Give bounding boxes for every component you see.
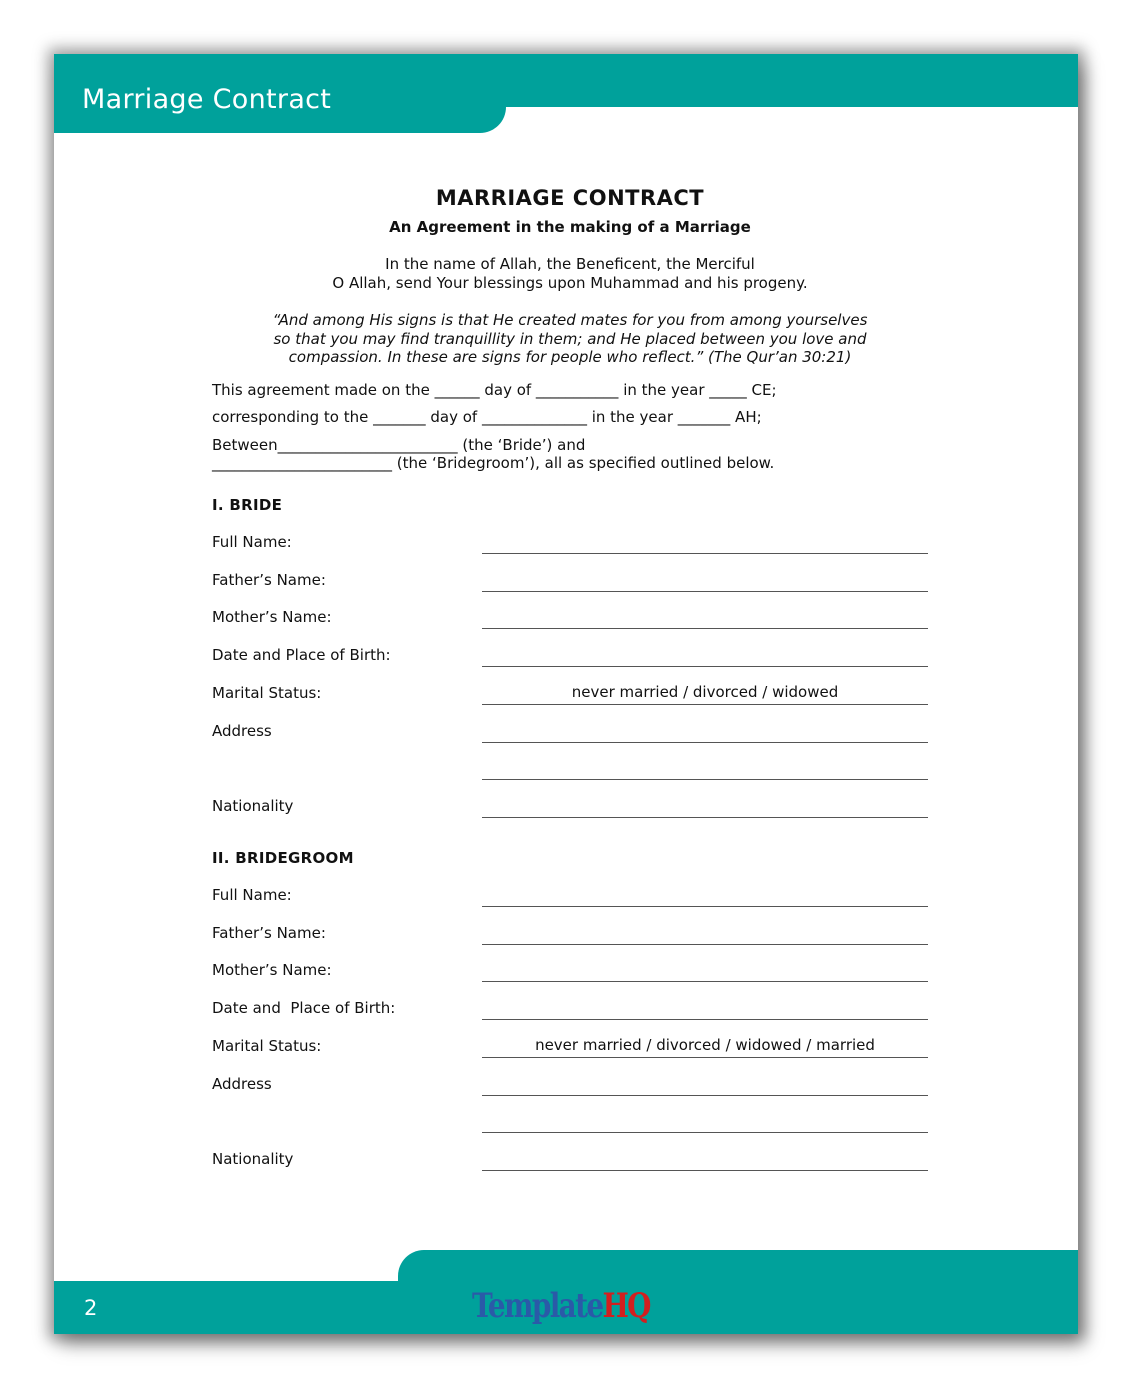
bridegroom-field-label: Address (212, 1074, 272, 1093)
bride-field-input-line[interactable]: never married / divorced / widowed (482, 682, 928, 705)
quran-quote (212, 311, 928, 367)
bride-section-heading: I. BRIDE (212, 496, 283, 514)
bride-field-input-line[interactable] (482, 569, 928, 592)
bride-field-label: Mother’s Name: (212, 608, 332, 627)
bride-field-input-line[interactable] (482, 720, 928, 743)
bride-field-input-line[interactable] (482, 795, 928, 818)
bride-field-label: Nationality (212, 796, 294, 815)
bridegroom-field-label: Marital Status: (212, 1036, 322, 1055)
bride-field-label: Date and Place of Birth: (212, 646, 391, 665)
bride-field-label: Father’s Name: (212, 570, 326, 589)
bridegroom-field-input-line[interactable] (482, 1110, 928, 1133)
document-page (54, 54, 1078, 1334)
agreement-date-ce: This agreement made on the ______ day of ___________ in the year _____ CE; (212, 381, 777, 399)
bridegroom-field-input-line[interactable] (482, 1073, 928, 1096)
bridegroom-field-input-line[interactable] (482, 959, 928, 982)
bridegroom-field-input-line[interactable]: never married / divorced / widowed / married (482, 1035, 928, 1058)
bride-field-input-line[interactable] (482, 757, 928, 780)
bride-field-label: Full Name: (212, 533, 292, 551)
document-subtitle: An Agreement in the making of a Marriage (389, 218, 751, 236)
page-number: 2 (84, 1296, 98, 1320)
agreement-bridegroom: ________________________ (the ‘Bridegroom’), all as specified outlined below. (212, 454, 775, 472)
invocation (212, 255, 928, 293)
bridegroom-section-heading: II. BRIDEGROOM (212, 849, 354, 867)
bride-field-label: Address (212, 721, 272, 740)
bride-field-input-line[interactable] (482, 606, 928, 629)
quote-line: “And among His signs is that He created mates for you from among yourselves (272, 311, 868, 329)
invocation-line: In the name of Allah, the Beneficent, the Merciful (385, 255, 755, 273)
invocation-line: O Allah, send Your blessings upon Muhammad and his progeny. (332, 274, 808, 292)
quote-line: so that you may find tranquillity in them; and He placed between you love and (273, 329, 867, 348)
bridegroom-field-input-line[interactable] (482, 884, 928, 907)
templatehq-logo (472, 1286, 650, 1326)
document-title: MARRIAGE CONTRACT (435, 186, 705, 210)
agreement-date-ah: corresponding to the _______ day of ______________ in the year _______ AH; (212, 408, 762, 426)
bridegroom-field-label: Mother’s Name: (212, 961, 332, 980)
bridegroom-field-label: Nationality (212, 1149, 294, 1168)
bride-field-input-line[interactable] (482, 644, 928, 667)
agreement-between-bride: Between________________________ (the ‘Bride’) and (212, 436, 586, 454)
bridegroom-field-label: Father’s Name: (212, 923, 326, 942)
bridegroom-field-label: Full Name: (212, 886, 292, 904)
bridegroom-field-input-line[interactable] (482, 1148, 928, 1171)
bridegroom-field-label: Date and Place of Birth: (212, 999, 396, 1018)
bride-field-label: Marital Status: (212, 683, 322, 702)
logo-template-text: Template (472, 1286, 603, 1326)
header-title: Marriage Contract (82, 84, 332, 115)
bride-field-input-line[interactable] (482, 531, 928, 554)
logo-hq-text: HQ (602, 1286, 650, 1326)
bridegroom-field-input-line[interactable] (482, 997, 928, 1020)
bridegroom-field-input-line[interactable] (482, 922, 928, 945)
quote-line: compassion. In these are signs for people who reflect.” (The Qur’an 30:21) (288, 348, 852, 366)
